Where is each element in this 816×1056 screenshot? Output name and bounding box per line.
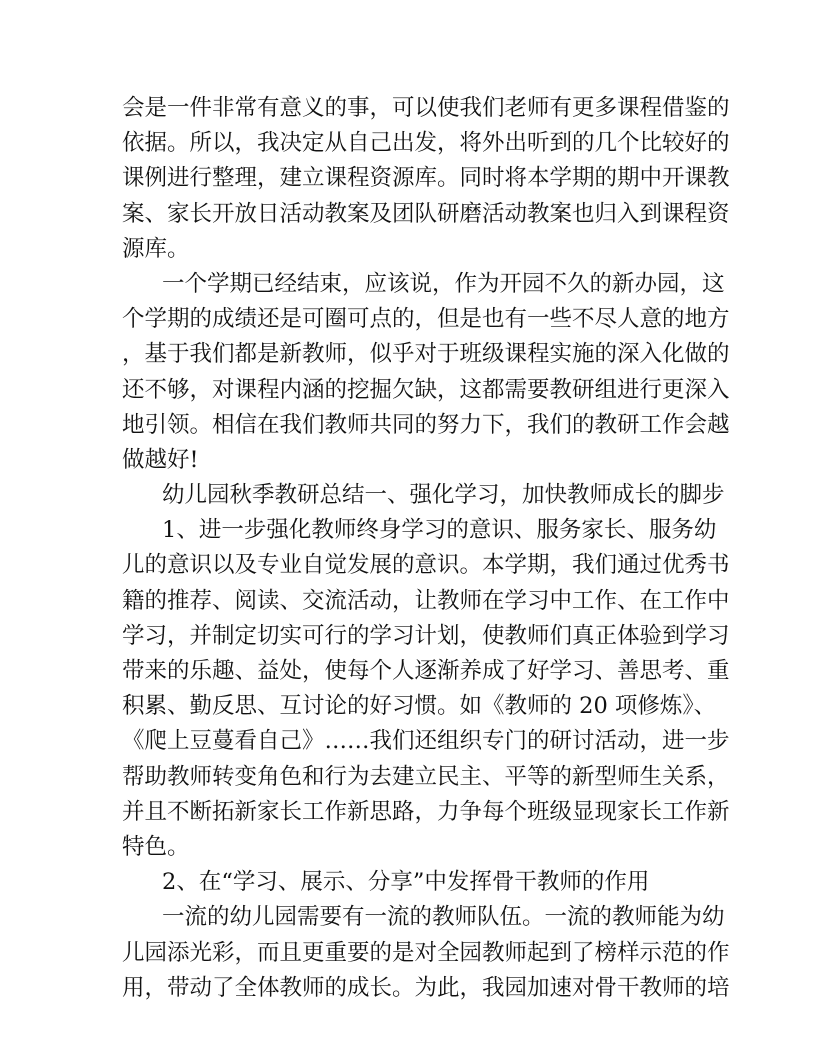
text-line: 2、在“学习、展示、分享”中发挥骨干教师的作用 [162, 869, 650, 896]
text-line: 案、家长开放日活动教案及团队研磨活动教案也归入到课程资 [122, 200, 730, 227]
text-line: 1、进一步强化教师终身学习的意识、服务家长、服务幼 [162, 517, 717, 544]
text-line: 并且不断拓新家长工作新思路，力争每个班级显现家长工作新 [122, 798, 730, 825]
text-line: 《爬上豆蔓看自己》……我们还组织专门的研讨活动，进一步 [122, 728, 730, 755]
text-line: 积累、勤反思、互讨论的好习惯。如《教师的 20 项修炼》、 [122, 693, 717, 720]
text-line: 儿园添光彩，而且更重要的是对全园教师起到了榜样示范的作 [122, 939, 730, 966]
text-line: 课例进行整理，建立课程资源库。同时将本学期的期中开课教 [122, 165, 730, 192]
text-line: 依据。所以，我决定从自己出发，将外出听到的几个比较好的 [122, 130, 730, 157]
text-line: 特色。 [122, 833, 190, 860]
text-line: 个学期的成绩还是可圈可点的，但是也有一些不尽人意的地方 [122, 306, 730, 333]
text-line: 用，带动了全体教师的成长。为此，我园加速对骨干教师的培 [122, 974, 730, 1001]
text-line: 幼儿园秋季教研总结一、强化学习，加快教师成长的脚步 [162, 482, 725, 509]
text-line: 带来的乐趣、益处，使每个人逐渐养成了好学习、善思考、重 [122, 658, 730, 684]
text-line: 还不够，对课程内涵的挖掘欠缺，这都需要教研组进行更深入 [122, 376, 730, 403]
text-line: 一个学期已经结束，应该说，作为开园不久的新办园，这 [162, 270, 725, 297]
text-line: 做越好! [122, 446, 199, 473]
text-line: 地引领。相信在我们教师共同的努力下，我们的教研工作会越 [122, 411, 730, 438]
text-line: 会是一件非常有意义的事，可以使我们老师有更多课程借鉴的 [122, 95, 730, 121]
text-line: 源库。 [122, 235, 190, 262]
text-line: 帮助教师转变角色和行为去建立民主、平等的新型师生关系， [122, 763, 730, 790]
text-line: 儿的意识以及专业自觉发展的意识。本学期，我们通过优秀书 [122, 552, 730, 579]
text-line: 学习，并制定切实可行的学习计划，使教师们真正体验到学习 [122, 622, 730, 649]
text-line: 一流的幼儿园需要有一流的教师队伍。一流的教师能为幼 [162, 904, 725, 931]
text-line: 籍的推荐、阅读、交流活动，让教师在学习中工作、在工作中 [122, 587, 730, 614]
text-line: ，基于我们都是新教师，似乎对于班级课程实施的深入化做的 [122, 341, 730, 368]
body-text [122, 91, 730, 1006]
